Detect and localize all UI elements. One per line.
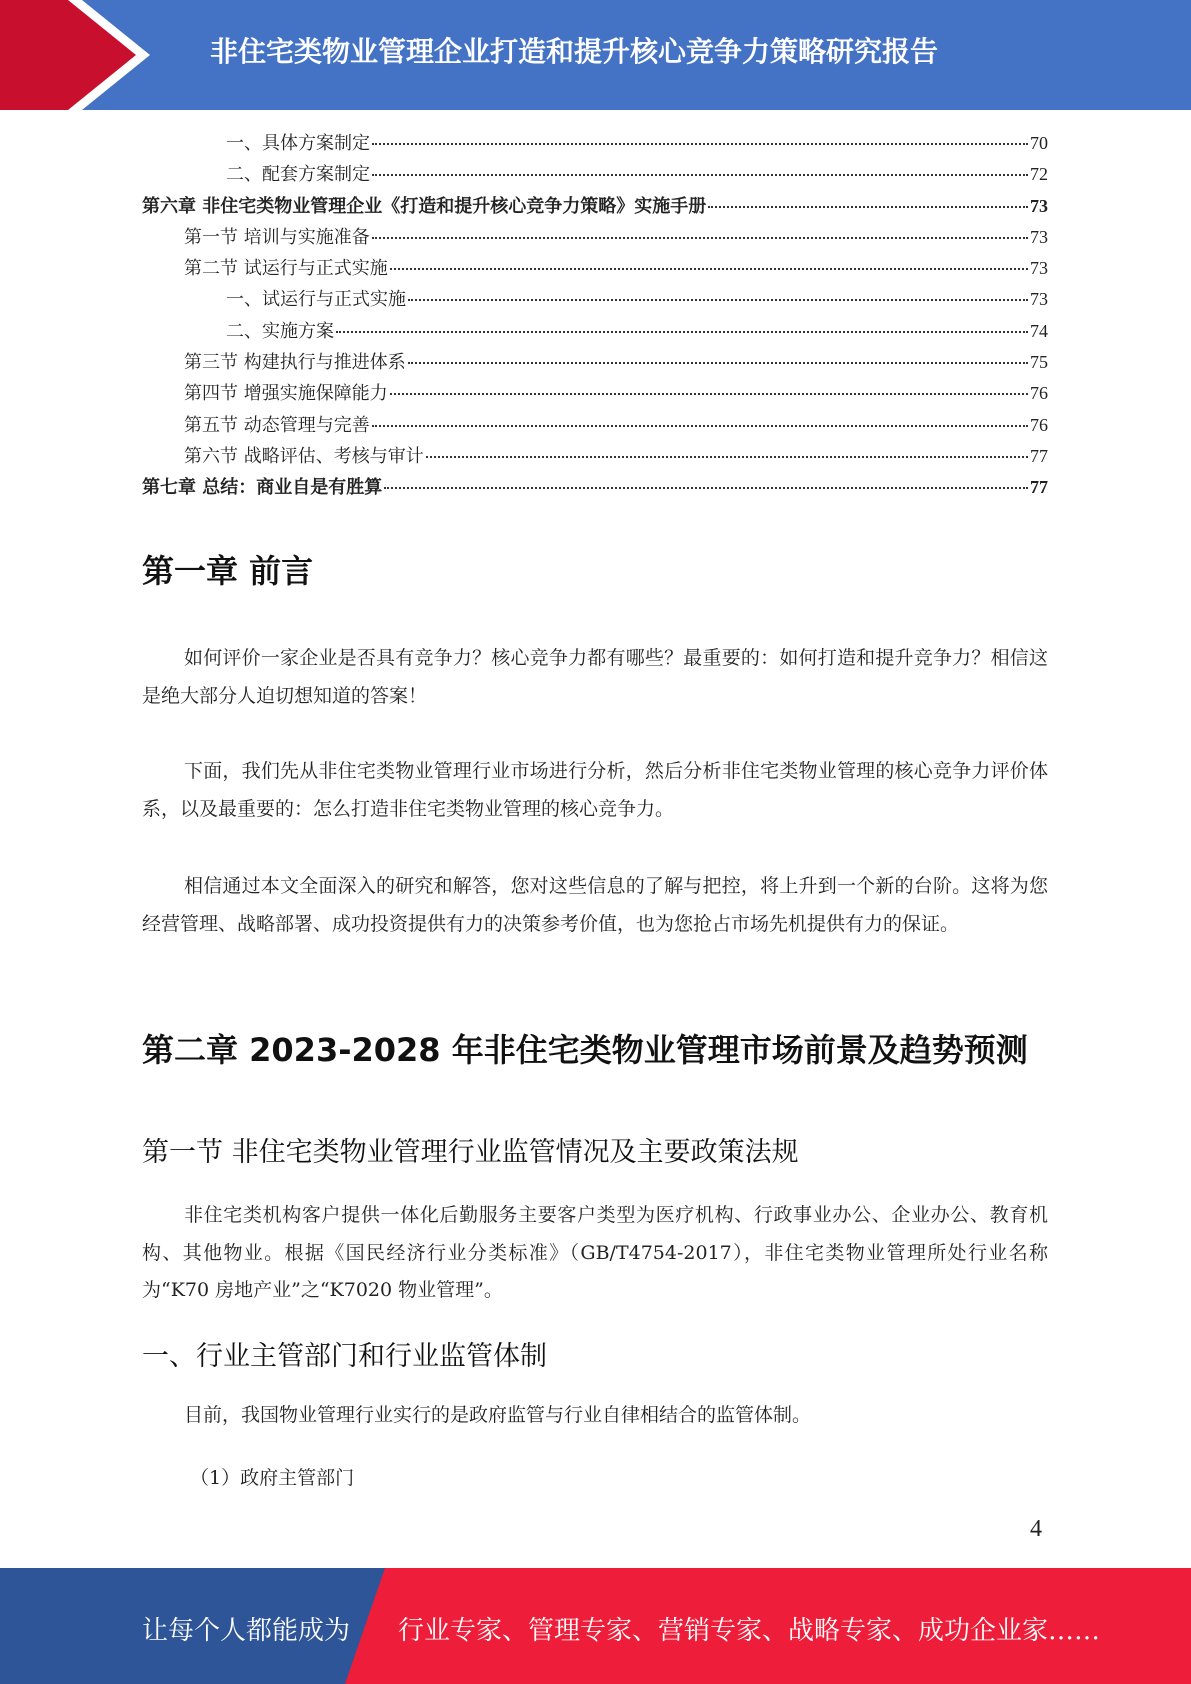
toc-entry-title: 一、具体方案制定 <box>226 133 370 154</box>
toc-entry-title: 第四节 增强实施保障能力 <box>184 383 388 405</box>
toc-entry[interactable] <box>142 317 1048 348</box>
toc-entry-title: 第二节 试运行与正式实施 <box>184 258 388 280</box>
toc-entry[interactable] <box>142 223 1048 254</box>
toc-entry-page: 73 <box>1030 226 1048 247</box>
list-item-government: （1）政府主管部门 <box>190 1467 355 1489</box>
toc-dot-leader <box>372 425 1028 427</box>
toc-entry-page: 74 <box>1030 320 1048 341</box>
toc-entry-page: 76 <box>1030 414 1048 435</box>
toc-entry[interactable] <box>142 160 1048 191</box>
toc-entry-page: 73 <box>1030 195 1048 216</box>
toc-entry[interactable] <box>142 129 1048 160</box>
toc-dot-leader <box>390 393 1028 395</box>
toc-entry[interactable] <box>142 379 1048 410</box>
toc-dot-leader <box>708 206 1028 208</box>
subsection-1-paragraph: 目前，我国物业管理行业实行的是政府监管与行业自律相结合的监管体制。 <box>184 1404 812 1426</box>
chapter-2-heading: 第二章 2023-2028 年非住宅类物业管理市场前景及趋势预测 <box>142 1031 1028 1069</box>
toc-entry-title: 一、试运行与正式实施 <box>226 289 406 311</box>
toc-entry-page: 77 <box>1030 445 1048 466</box>
page-footer <box>0 1568 1191 1684</box>
table-of-contents <box>142 129 1048 505</box>
toc-dot-leader <box>426 456 1028 458</box>
toc-dot-leader <box>408 299 1028 301</box>
toc-dot-leader <box>408 362 1028 364</box>
toc-dot-leader <box>390 268 1028 270</box>
toc-entry-title: 第六章 非住宅类物业管理企业《打造和提升核心竞争力策略》实施手册 <box>142 195 707 217</box>
toc-entry-page: 73 <box>1030 258 1048 279</box>
toc-entry-title: 第五节 动态管理与完善 <box>184 414 370 436</box>
toc-entry-page: 76 <box>1030 383 1048 404</box>
toc-entry[interactable] <box>142 411 1048 442</box>
toc-entry[interactable] <box>142 473 1048 504</box>
toc-dot-leader <box>372 237 1028 239</box>
chapter-1-heading: 第一章 前言 <box>142 552 314 590</box>
toc-dot-leader <box>336 331 1028 333</box>
chapter-1-paragraph-3: 相信通过本文全面深入的研究和解答，您对这些信息的了解与把控，将上升到一个新的台阶。这将为您经营管理、战略部署、成功投资提供有力的决策参考价值，也为您抢占市场先机提供有力的保证。 <box>142 875 1048 935</box>
page-header <box>0 0 1191 110</box>
toc-dot-leader <box>372 174 1028 176</box>
header-title: 非住宅类物业管理企业打造和提升核心竞争力策略研究报告 <box>210 35 939 68</box>
toc-entry-page: 75 <box>1030 352 1048 373</box>
toc-entry-title: 二、实施方案 <box>226 320 334 342</box>
toc-entry-title: 第三节 构建执行与推进体系 <box>184 352 406 374</box>
toc-entry-title: 第七章 总结：商业自是有胜算 <box>142 477 383 499</box>
toc-dot-leader <box>372 143 1028 145</box>
toc-entry[interactable] <box>142 254 1048 285</box>
toc-dot-leader <box>384 487 1028 489</box>
subsection-1-heading: 一、行业主管部门和行业监管体制 <box>142 1341 547 1372</box>
page-number: 4 <box>1030 1516 1042 1542</box>
footer-slogan-right: 行业专家、管理专家、营销专家、战略专家、成功企业家…… <box>398 1616 1101 1646</box>
toc-entry-page: 70 <box>1030 133 1048 153</box>
chapter-1-paragraph-1: 如何评价一家企业是否具有竞争力？核心竞争力都有哪些？最重要的：如何打造和提升竞争力？相信这是绝大部分人迫切想知道的答案！ <box>142 647 1048 707</box>
toc-entry[interactable] <box>142 192 1048 223</box>
toc-entry-title: 第六节 战略评估、考核与审计 <box>184 445 424 467</box>
toc-entry-title: 二、配套方案制定 <box>226 164 370 186</box>
chapter-1-paragraph-2: 下面，我们先从非住宅类物业管理行业市场进行分析，然后分析非住宅类物业管理的核心竞争力评价体系，以及最重要的：怎么打造非住宅类物业管理的核心竞争力。 <box>142 760 1048 820</box>
toc-entry-title: 第一节 培训与实施准备 <box>184 226 370 248</box>
toc-entry[interactable] <box>142 442 1048 473</box>
toc-entry[interactable] <box>142 348 1048 379</box>
toc-entry-page: 72 <box>1030 164 1048 185</box>
toc-entry-page: 73 <box>1030 289 1048 310</box>
toc-entry[interactable] <box>142 285 1048 316</box>
section-1-heading: 第一节 非住宅类物业管理行业监管情况及主要政策法规 <box>142 1137 799 1168</box>
toc-entry-page: 77 <box>1030 477 1048 498</box>
footer-slogan-left: 让每个人都能成为 <box>142 1616 351 1646</box>
section-1-paragraph: 非住宅类机构客户提供一体化后勤服务主要客户类型为医疗机构、行政事业办公、企业办公、教育机构、其他物业。根据《国民经济行业分类标准》（GB/T4754-2017），非住宅类物业管理所处行业名称为“K70 房地产业”之“K7020 物业管理”。 <box>142 1204 1048 1301</box>
